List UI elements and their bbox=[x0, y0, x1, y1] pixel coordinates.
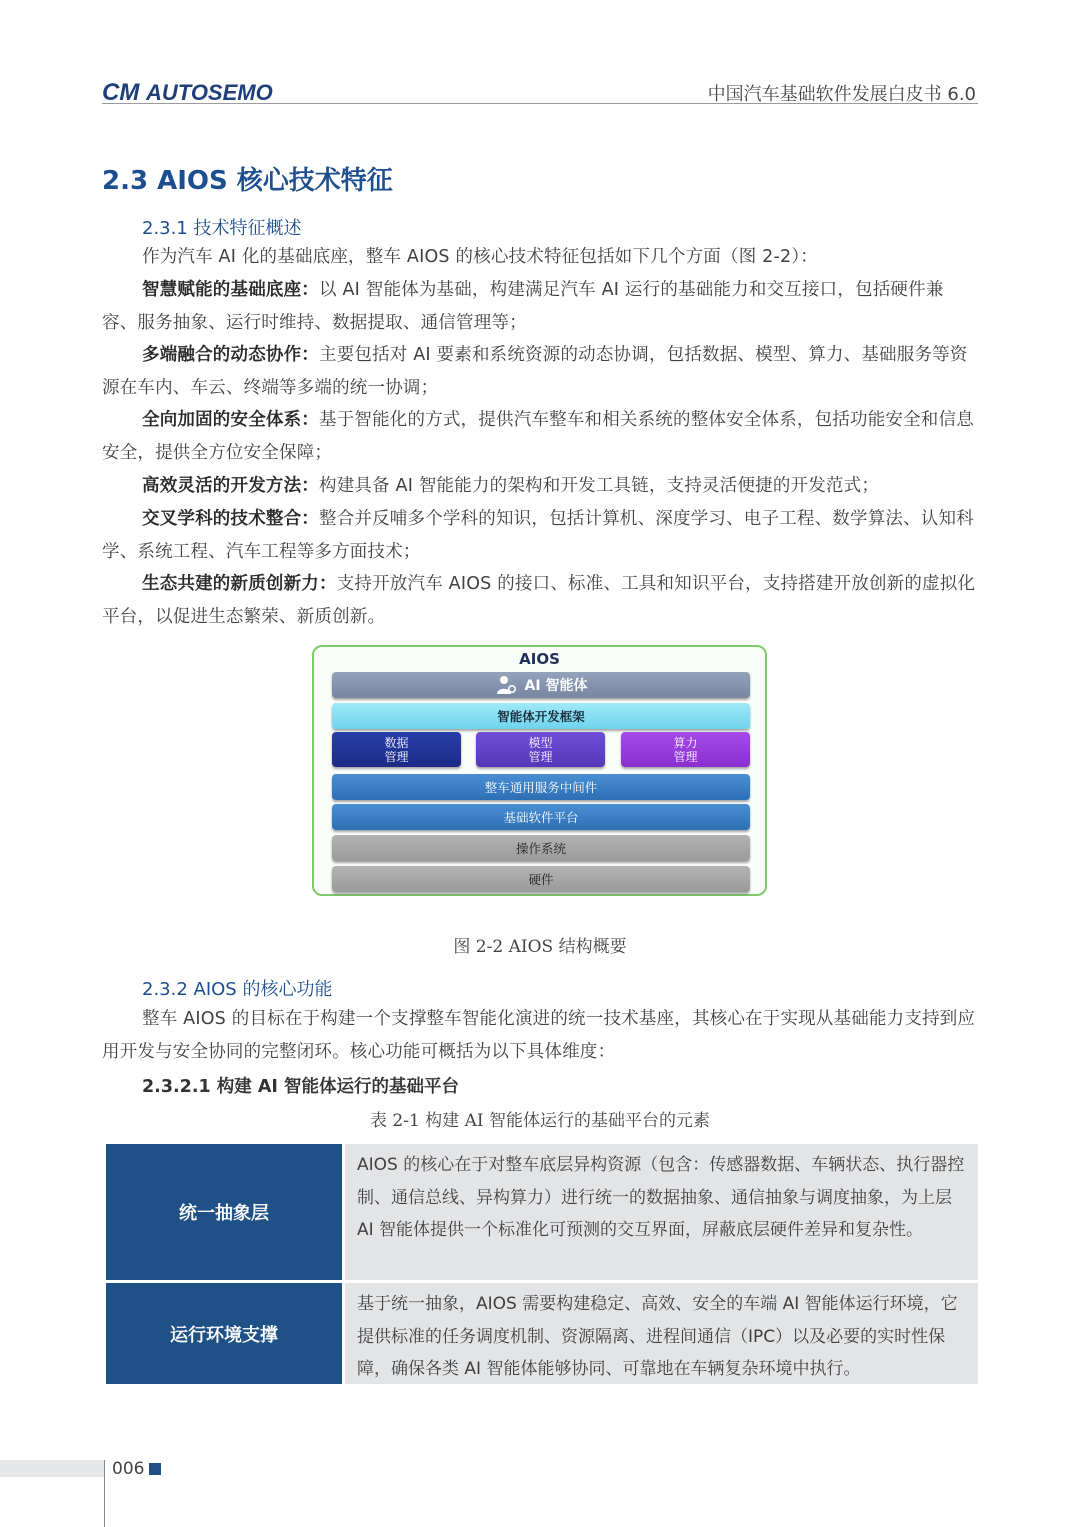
box-line: 管理 bbox=[528, 749, 553, 764]
hardware-layer: 硬件 bbox=[332, 866, 750, 892]
svg-text:CM: CM bbox=[102, 79, 140, 106]
table-row-header: 运行环境支撑 bbox=[106, 1283, 342, 1384]
feature-term: 高效灵活的开发方法： bbox=[142, 476, 319, 496]
subsubsection-title: 2.3.2.1 构建 AI 智能体运行的基础平台 bbox=[142, 1077, 459, 1097]
intro-paragraph: 作为汽车 AI 化的基础底座，整车 AIOS 的核心技术特征包括如下几个方面（图 2-2）： bbox=[142, 247, 818, 267]
table-row-desc: AIOS 的核心在于对整车底层异构资源（包含：传感器数据、车辆状态、执行器控制、通信总线、异构算力）进行统一的数据抽象、通信抽象与调度抽象，为上层 AI 智能体提供一个标准化可预测的交互界面，屏蔽底层硬件差异和复杂性。 bbox=[345, 1144, 978, 1280]
subsection-title-overview: 2.3.1 技术特征概述 bbox=[142, 218, 302, 239]
figure-caption: 图 2-2 AIOS 结构概要 bbox=[453, 937, 627, 957]
agent-framework-layer: 智能体开发框架 bbox=[332, 703, 750, 729]
feature-term: 全向加固的安全体系： bbox=[142, 410, 319, 430]
data-management-box bbox=[332, 732, 461, 767]
table-row bbox=[106, 1144, 978, 1280]
page-number: 006 bbox=[112, 1459, 145, 1479]
feature-text: 以 AI 智能体为基础，构建满足汽车 AI 运行的基础能力和交互接口，包括硬件兼容、服务抽象、运行时维持、数据提取、通信管理等； bbox=[102, 280, 944, 333]
footer-bar bbox=[0, 1460, 104, 1477]
table-caption: 表 2-1 构建 AI 智能体运行的基础平台的元素 bbox=[370, 1111, 710, 1131]
section-title: 2.3 AIOS 核心技术特征 bbox=[102, 166, 393, 196]
feature-term: 交叉学科的技术整合： bbox=[142, 509, 319, 529]
compute-management-box bbox=[621, 732, 750, 767]
figure-title: AIOS bbox=[519, 650, 560, 668]
autosemo-logo bbox=[102, 76, 282, 106]
feature-text: 基于智能化的方式，提供汽车整车和相关系统的整体安全体系，包括功能安全和信息安全，提供全方位安全保障； bbox=[102, 410, 974, 463]
person-gear-icon bbox=[495, 675, 517, 695]
ai-agent-label: AI 智能体 bbox=[524, 678, 588, 694]
svg-text:AUTOSEMO: AUTOSEMO bbox=[146, 80, 273, 105]
feature-text: 主要包括对 AI 要素和系统资源的动态协调，包括数据、模型、算力、基础服务等资源在车内、车云、终端等多端的统一协调； bbox=[102, 345, 968, 398]
base-software-layer: 基础软件平台 bbox=[332, 804, 750, 830]
feature-text: 整合并反哺多个学科的知识，包括计算机、深度学习、电子工程、数学算法、认知科学、系统工程、汽车工程等多方面技术； bbox=[102, 509, 974, 562]
document-title: 中国汽车基础软件发展白皮书 6.0 bbox=[707, 84, 976, 105]
feature-text: 构建具备 AI 智能能力的架构和开发工具链，支持灵活便捷的开发范式； bbox=[319, 476, 880, 496]
table-row bbox=[106, 1283, 978, 1384]
model-management-box bbox=[476, 732, 605, 767]
box-line: 算力 bbox=[673, 735, 698, 750]
table-row-desc: 基于统一抽象，AIOS 需要构建稳定、高效、安全的车端 AI 智能体运行环境，它提供标准的任务调度机制、资源隔离、进程间通信（IPC）以及必要的实时性保障，确保各类 AI 智能体能够协同、可靠地在车辆复杂环境中执行。 bbox=[345, 1283, 978, 1384]
box-line: 管理 bbox=[673, 749, 698, 764]
feature-text: 支持开放汽车 AIOS 的接口、标准、工具和知识平台，支持搭建开放创新的虚拟化平台，以促进生态繁荣、新质创新。 bbox=[102, 574, 976, 627]
feature-paragraph bbox=[102, 274, 978, 339]
box-line: 管理 bbox=[384, 749, 409, 764]
feature-paragraph bbox=[102, 339, 978, 404]
functions-paragraph: 整车 AIOS 的目标在于构建一个支撑整车智能化演进的统一技术基座，其核心在于实现从基础能力支持到应用开发与安全协同的完整闭环。核心功能可概括为以下具体维度： bbox=[102, 1009, 976, 1062]
feature-term: 智慧赋能的基础底座： bbox=[142, 280, 319, 300]
feature-paragraph bbox=[102, 568, 978, 633]
header-divider bbox=[102, 103, 978, 104]
os-layer: 操作系统 bbox=[332, 835, 750, 861]
feature-paragraph bbox=[102, 503, 978, 568]
table-row-header: 统一抽象层 bbox=[106, 1144, 342, 1280]
feature-term: 生态共建的新质创新力： bbox=[142, 574, 337, 594]
elements-table bbox=[106, 1144, 978, 1384]
footer-vertical-rule bbox=[104, 1460, 105, 1527]
aios-architecture-figure bbox=[312, 645, 767, 896]
feature-paragraph bbox=[102, 404, 978, 469]
ai-agent-layer bbox=[332, 672, 750, 698]
box-line: 模型 bbox=[528, 735, 553, 750]
feature-term: 多端融合的动态协作： bbox=[142, 345, 319, 365]
page-marker-square bbox=[149, 1463, 161, 1475]
logo-graphic bbox=[102, 76, 282, 106]
middleware-layer: 整车通用服务中间件 bbox=[332, 774, 750, 800]
box-line: 数据 bbox=[384, 735, 409, 750]
subsection-title-functions: 2.3.2 AIOS 的核心功能 bbox=[142, 979, 333, 1000]
feature-paragraph bbox=[102, 470, 978, 503]
